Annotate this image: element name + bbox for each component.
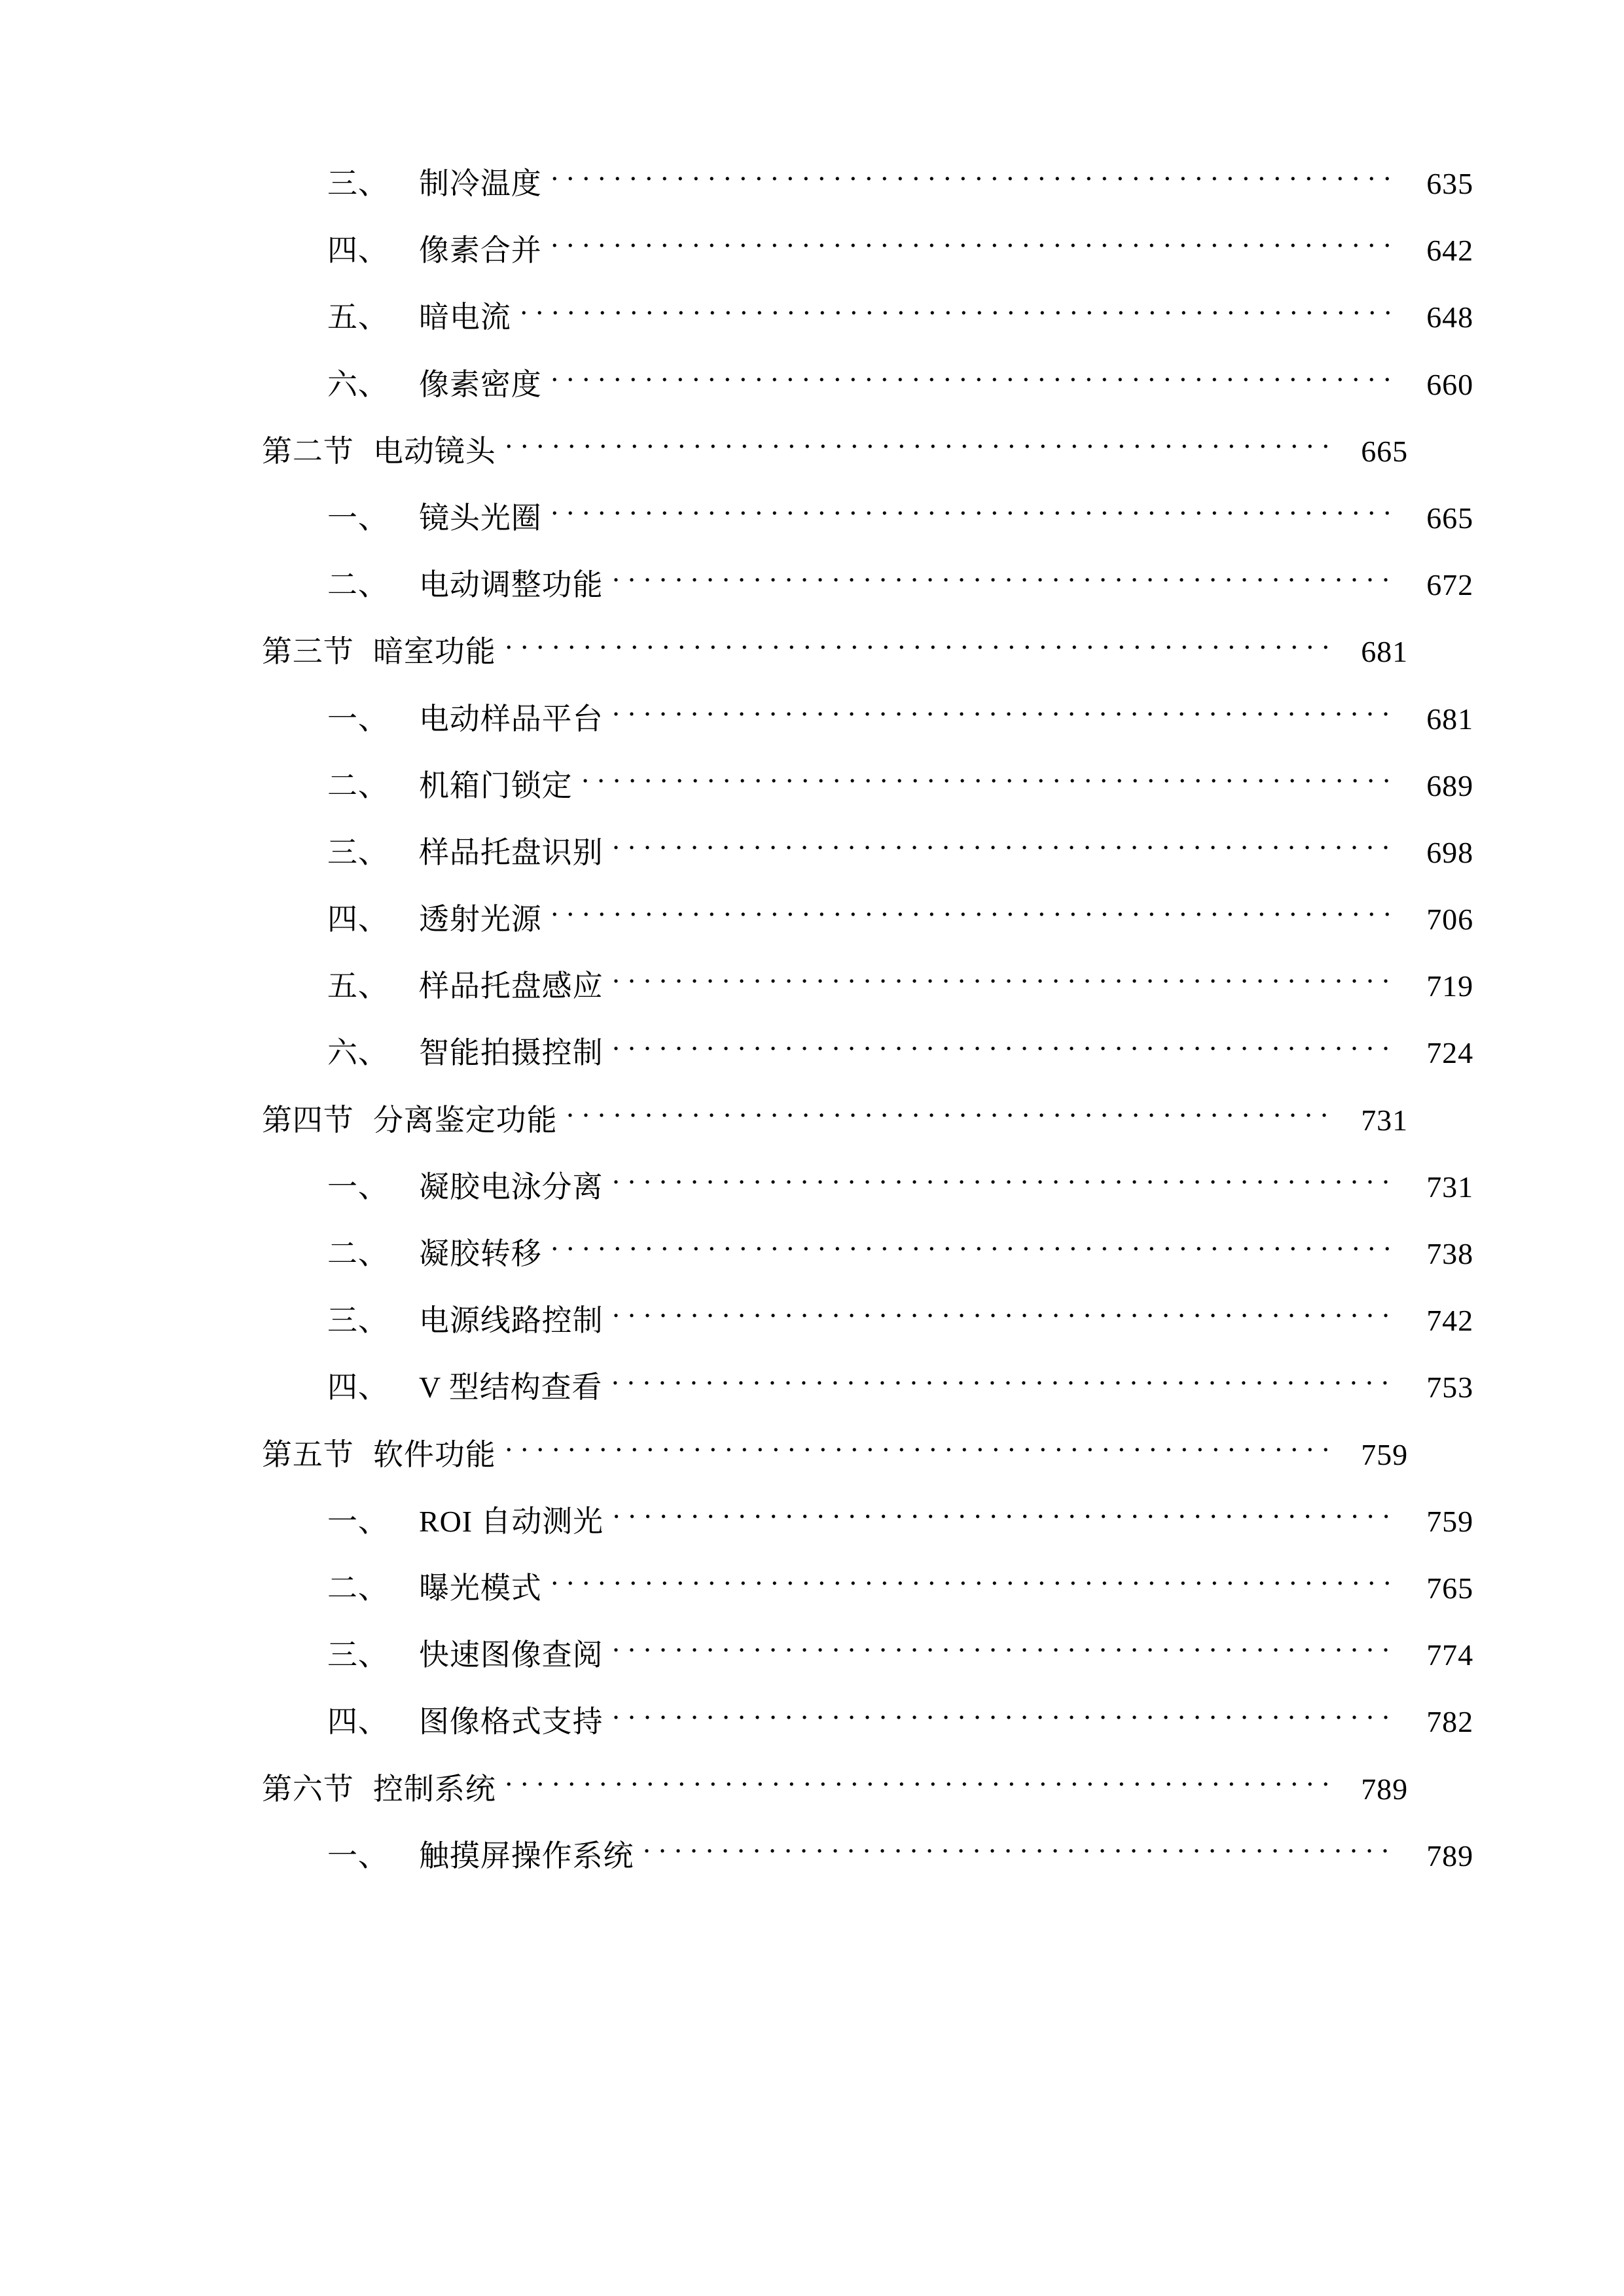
toc-entry[interactable] <box>262 431 1408 469</box>
toc-entry-page-number: 672 <box>1426 568 1473 602</box>
toc-entry[interactable] <box>262 1300 1473 1338</box>
toc-entry-label: 样品托盘感应 <box>419 969 604 1003</box>
toc-leader-dots <box>613 1033 1395 1063</box>
toc-entry-page-number: 742 <box>1426 1304 1473 1338</box>
toc-entry[interactable] <box>262 632 1408 670</box>
toc-entry-number: 一、 <box>327 1839 389 1873</box>
toc-entry-label: 软件功能 <box>373 1437 496 1471</box>
toc-entry-number: 一、 <box>327 501 389 535</box>
toc-entry-number: 五、 <box>327 969 389 1003</box>
toc-entry[interactable] <box>262 565 1473 603</box>
toc-entry-label: 电动调整功能 <box>419 568 604 602</box>
toc-entry-number: 第六节 <box>262 1772 354 1806</box>
toc-entry-page-number: 765 <box>1426 1571 1473 1605</box>
toc-entry-number: 三、 <box>327 167 389 200</box>
toc-leader-dots <box>551 498 1395 528</box>
toc-entry[interactable] <box>262 1100 1408 1138</box>
toc-leader-dots <box>611 1367 1395 1397</box>
toc-leader-dots <box>551 230 1395 260</box>
toc-entry-label: 机箱门锁定 <box>419 768 573 802</box>
toc-entry-page-number: 706 <box>1426 903 1473 937</box>
toc-leader-dots <box>551 164 1395 194</box>
toc-entry[interactable] <box>262 1702 1473 1740</box>
toc-entry-page-number: 759 <box>1361 1437 1408 1471</box>
toc-entry-number: 二、 <box>327 768 389 802</box>
toc-entry-label: 电源线路控制 <box>419 1304 604 1338</box>
toc-entry-label: 电动样品平台 <box>419 702 604 736</box>
toc-leader-dots <box>613 1702 1395 1732</box>
toc-entry-label: 快速图像查阅 <box>419 1638 604 1672</box>
toc-leader-dots <box>505 1435 1329 1465</box>
toc-entry[interactable] <box>262 833 1473 870</box>
toc-entry[interactable] <box>262 1501 1473 1539</box>
toc-entry-label: 电动镜头 <box>373 434 496 468</box>
toc-entry-number: 一、 <box>327 1504 389 1538</box>
toc-entry[interactable] <box>262 1635 1473 1673</box>
toc-leader-dots <box>582 766 1395 796</box>
toc-entry-number: 第二节 <box>262 434 354 468</box>
toc-entry-number: 六、 <box>327 1036 389 1070</box>
toc-entry[interactable] <box>262 1167 1473 1205</box>
toc-leader-dots <box>567 1100 1329 1130</box>
toc-leader-dots <box>505 632 1329 662</box>
toc-entry[interactable] <box>262 164 1473 202</box>
toc-entry-number: 二、 <box>327 568 389 602</box>
toc-entry-page-number: 719 <box>1426 969 1473 1003</box>
toc-entry-number: 四、 <box>327 903 389 937</box>
table-of-contents <box>262 164 1473 1874</box>
toc-entry-label: 样品托盘识别 <box>419 835 604 869</box>
toc-leader-dots <box>551 1234 1395 1264</box>
toc-entry-label: 图像格式支持 <box>419 1705 604 1739</box>
toc-entry-number: 第三节 <box>262 635 354 669</box>
toc-entry-label: 像素合并 <box>419 234 542 268</box>
toc-leader-dots <box>613 1300 1395 1331</box>
toc-entry[interactable] <box>262 1435 1408 1473</box>
toc-entry-label: 暗电流 <box>419 300 511 334</box>
toc-entry-page-number: 665 <box>1426 501 1473 535</box>
toc-entry[interactable] <box>262 766 1473 804</box>
toc-entry-number: 一、 <box>327 1170 389 1204</box>
toc-entry-number: 一、 <box>327 702 389 736</box>
toc-entry-label: V 型结构查看 <box>419 1371 603 1405</box>
toc-leader-dots <box>613 1501 1395 1532</box>
toc-entry[interactable] <box>262 365 1473 403</box>
toc-entry-number: 三、 <box>327 835 389 869</box>
toc-leader-dots <box>505 431 1329 461</box>
toc-entry-number: 四、 <box>327 1371 389 1405</box>
toc-entry-label: 镜头光圈 <box>419 501 542 535</box>
toc-entry-page-number: 731 <box>1361 1103 1408 1137</box>
toc-entry[interactable] <box>262 699 1473 737</box>
toc-entry-page-number: 665 <box>1361 434 1408 468</box>
toc-entry[interactable] <box>262 498 1473 536</box>
toc-entry-number: 第四节 <box>262 1103 354 1137</box>
toc-entry-page-number: 731 <box>1426 1170 1473 1204</box>
toc-entry-number: 第五节 <box>262 1437 354 1471</box>
toc-entry-label: ROI 自动测光 <box>419 1504 604 1538</box>
toc-entry-page-number: 698 <box>1426 835 1473 869</box>
toc-leader-dots <box>613 966 1395 996</box>
toc-entry[interactable] <box>262 966 1473 1004</box>
toc-entry-label: 智能拍摄控制 <box>419 1036 604 1070</box>
toc-entry[interactable] <box>262 1836 1473 1874</box>
toc-entry[interactable] <box>262 297 1473 335</box>
toc-leader-dots <box>551 1568 1395 1598</box>
toc-leader-dots <box>613 565 1395 595</box>
toc-entry-number: 二、 <box>327 1237 389 1270</box>
toc-entry-page-number: 642 <box>1426 234 1473 268</box>
toc-entry[interactable] <box>262 1234 1473 1272</box>
toc-entry-page-number: 782 <box>1426 1705 1473 1739</box>
toc-leader-dots <box>551 899 1395 929</box>
toc-entry-number: 四、 <box>327 234 389 268</box>
toc-entry-label: 分离鉴定功能 <box>373 1103 558 1137</box>
toc-entry-label: 控制系统 <box>373 1772 496 1806</box>
toc-entry-label: 凝胶转移 <box>419 1237 542 1270</box>
toc-entry-page-number: 681 <box>1361 635 1408 669</box>
toc-entry-label: 透射光源 <box>419 903 542 937</box>
toc-entry-number: 二、 <box>327 1571 389 1605</box>
toc-entry-number: 五、 <box>327 300 389 334</box>
toc-leader-dots <box>551 365 1395 395</box>
toc-entry-number: 六、 <box>327 367 389 401</box>
toc-entry-number: 三、 <box>327 1304 389 1338</box>
toc-entry-page-number: 753 <box>1426 1371 1473 1405</box>
toc-entry-page-number: 648 <box>1426 300 1473 334</box>
toc-entry-page-number: 635 <box>1426 167 1473 200</box>
toc-entry[interactable] <box>262 1568 1473 1606</box>
toc-leader-dots <box>505 1769 1329 1799</box>
toc-entry-label: 触摸屏操作系统 <box>419 1839 634 1873</box>
toc-entry-label: 曝光模式 <box>419 1571 542 1605</box>
toc-entry-page-number: 738 <box>1426 1237 1473 1270</box>
toc-entry[interactable] <box>262 1367 1473 1405</box>
toc-entry-page-number: 681 <box>1426 702 1473 736</box>
toc-entry-page-number: 660 <box>1426 367 1473 401</box>
toc-entry-label: 凝胶电泳分离 <box>419 1170 604 1204</box>
toc-entry-label: 制冷温度 <box>419 167 542 200</box>
toc-entry[interactable] <box>262 1769 1408 1807</box>
toc-leader-dots <box>643 1836 1395 1866</box>
toc-entry-page-number: 759 <box>1426 1504 1473 1538</box>
toc-entry-page-number: 789 <box>1361 1772 1408 1806</box>
toc-leader-dots <box>520 297 1395 327</box>
toc-leader-dots <box>613 1635 1395 1665</box>
toc-entry-page-number: 774 <box>1426 1638 1473 1672</box>
toc-entry-label: 暗室功能 <box>373 635 496 669</box>
toc-entry-page-number: 724 <box>1426 1036 1473 1070</box>
toc-leader-dots <box>613 1167 1395 1197</box>
toc-entry[interactable] <box>262 1033 1473 1071</box>
toc-entry-label: 像素密度 <box>419 367 542 401</box>
toc-entry-number: 三、 <box>327 1638 389 1672</box>
toc-entry[interactable] <box>262 230 1473 268</box>
toc-leader-dots <box>613 833 1395 863</box>
toc-entry-page-number: 689 <box>1426 768 1473 802</box>
toc-entry-number: 四、 <box>327 1705 389 1739</box>
toc-leader-dots <box>613 699 1395 729</box>
toc-entry[interactable] <box>262 899 1473 937</box>
toc-entry-page-number: 789 <box>1426 1839 1473 1873</box>
